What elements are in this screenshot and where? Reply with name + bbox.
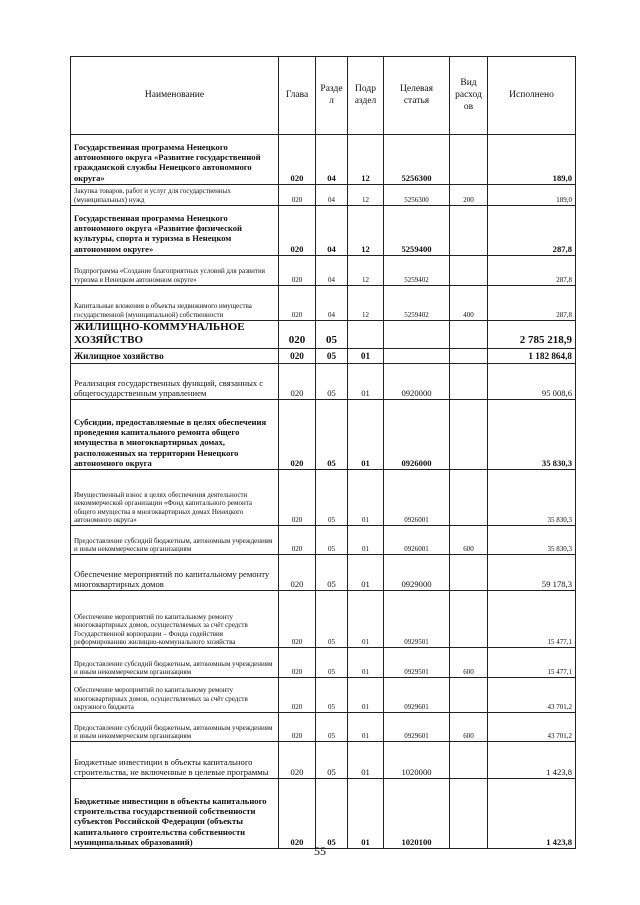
cell-name: ЖИЛИЩНО-КОММУНАЛЬНОЕ ХОЗЯЙСТВО	[71, 321, 279, 349]
cell-podrazdel: 01	[348, 591, 384, 648]
cell-amount: 287,8	[488, 286, 576, 321]
cell-glava: 020	[279, 286, 316, 321]
cell-glava: 020	[279, 135, 316, 185]
cell-amount: 35 830,3	[488, 400, 576, 470]
cell-vid: 200	[450, 185, 488, 206]
cell-podrazdel: 12	[348, 135, 384, 185]
cell-statya: 5259402	[384, 256, 450, 286]
cell-vid	[450, 555, 488, 591]
table-row	[71, 648, 576, 678]
cell-amount: 1 182 864,8	[488, 349, 576, 364]
header-ispolneno: Исполнено	[488, 57, 576, 135]
cell-name: Обеспечение мероприятий по капитальному ремонту многоквартирных домов	[71, 555, 279, 591]
cell-amount: 287,8	[488, 206, 576, 256]
cell-name: Имущественный взнос в целях обеспечения деятельности некоммерческой организации «Фонд капитального ремонта общего имущества в многоквартирных домах Ненецкого автономного округа»	[71, 470, 279, 526]
cell-statya: 1020000	[384, 742, 450, 779]
cell-vid	[450, 470, 488, 526]
cell-name: Обеспечение мероприятий по капитальному ремонту многоквартирных домов, осуществляемых за счёт средств окружного бюджета	[71, 678, 279, 713]
cell-amount: 189,0	[488, 185, 576, 206]
table-row	[71, 400, 576, 470]
header-razdel: Разде л	[316, 57, 348, 135]
cell-statya: 5256300	[384, 135, 450, 185]
table-row	[71, 321, 576, 349]
cell-statya	[384, 321, 450, 349]
cell-statya: 5256300	[384, 185, 450, 206]
cell-glava: 020	[279, 185, 316, 206]
cell-vid	[450, 779, 488, 849]
cell-vid	[450, 678, 488, 713]
cell-name: Капитальные вложения в объекты недвижимого имущества государственной (муниципальной) собственности	[71, 286, 279, 321]
header-statya: Целевая статья	[384, 57, 450, 135]
cell-podrazdel: 01	[348, 779, 384, 849]
cell-name: Реализация государственных функций, связанных с общегосударственным управлением	[71, 364, 279, 400]
cell-amount: 95 008,6	[488, 364, 576, 400]
cell-podrazdel: 01	[348, 526, 384, 555]
table-row	[71, 185, 576, 206]
cell-glava: 020	[279, 349, 316, 364]
cell-statya: 0929601	[384, 713, 450, 742]
cell-razdel: 05	[316, 591, 348, 648]
cell-podrazdel: 12	[348, 185, 384, 206]
table-row	[71, 591, 576, 648]
table-row	[71, 779, 576, 849]
cell-vid: 600	[450, 526, 488, 555]
cell-statya: 0929501	[384, 648, 450, 678]
table-row	[71, 555, 576, 591]
cell-razdel: 05	[316, 713, 348, 742]
cell-razdel: 05	[316, 526, 348, 555]
cell-statya: 0929501	[384, 591, 450, 648]
cell-vid	[450, 400, 488, 470]
cell-amount: 35 830,3	[488, 470, 576, 526]
table-row	[71, 526, 576, 555]
header-podrazdel: Подр аздел	[348, 57, 384, 135]
cell-statya: 1020100	[384, 779, 450, 849]
cell-amount: 15 477,1	[488, 591, 576, 648]
cell-glava: 020	[279, 742, 316, 779]
cell-amount: 43 701,2	[488, 713, 576, 742]
cell-glava: 020	[279, 591, 316, 648]
cell-name: Государственная программа Ненецкого автономного округа «Развитие государственной гражданской службы Ненецкого автономного округа»	[71, 135, 279, 185]
cell-name: Подпрограмма «Создание благоприятных условий для развития туризма в Ненецком автономном округе»	[71, 256, 279, 286]
cell-podrazdel: 01	[348, 349, 384, 364]
table-row	[71, 470, 576, 526]
cell-glava: 020	[279, 678, 316, 713]
cell-razdel: 05	[316, 470, 348, 526]
cell-razdel: 04	[316, 256, 348, 286]
cell-amount: 15 477,1	[488, 648, 576, 678]
cell-razdel: 04	[316, 206, 348, 256]
cell-vid: 600	[450, 648, 488, 678]
table-row	[71, 364, 576, 400]
cell-amount: 35 830,3	[488, 526, 576, 555]
header-row	[71, 57, 576, 135]
cell-razdel: 05	[316, 742, 348, 779]
table-row	[71, 742, 576, 779]
cell-statya	[384, 349, 450, 364]
cell-glava: 020	[279, 206, 316, 256]
budget-rows	[71, 135, 576, 849]
cell-vid	[450, 321, 488, 349]
cell-glava: 020	[279, 400, 316, 470]
table-row	[71, 206, 576, 256]
cell-amount: 189,0	[488, 135, 576, 185]
header-glava: Глава	[279, 57, 316, 135]
cell-razdel: 05	[316, 555, 348, 591]
header-name: Наименование	[71, 57, 279, 135]
page-number: 55	[314, 844, 326, 858]
cell-glava: 020	[279, 470, 316, 526]
cell-razdel: 05	[316, 678, 348, 713]
cell-glava: 020	[279, 256, 316, 286]
cell-razdel: 05	[316, 648, 348, 678]
budget-table	[70, 56, 576, 849]
cell-podrazdel: 01	[348, 400, 384, 470]
table-row	[71, 678, 576, 713]
cell-podrazdel: 01	[348, 555, 384, 591]
cell-glava: 020	[279, 648, 316, 678]
cell-name: Государственная программа Ненецкого автономного округа «Развитие физической культуры, спорта и туризма в Ненецком автономном округе»	[71, 206, 279, 256]
cell-amount: 287,8	[488, 256, 576, 286]
cell-podrazdel: 12	[348, 206, 384, 256]
cell-glava: 020	[279, 321, 316, 349]
cell-name: Закупка товаров, работ и услуг для государственных (муниципальных) нужд	[71, 185, 279, 206]
cell-razdel: 05	[316, 349, 348, 364]
cell-glava: 020	[279, 555, 316, 591]
cell-razdel: 04	[316, 135, 348, 185]
cell-podrazdel: 01	[348, 713, 384, 742]
cell-vid	[450, 349, 488, 364]
cell-statya: 0920000	[384, 364, 450, 400]
cell-razdel: 04	[316, 286, 348, 321]
cell-podrazdel: 12	[348, 286, 384, 321]
cell-glava: 020	[279, 713, 316, 742]
cell-statya: 0926001	[384, 470, 450, 526]
cell-statya: 0926001	[384, 526, 450, 555]
cell-podrazdel: 01	[348, 678, 384, 713]
cell-statya: 5259402	[384, 286, 450, 321]
cell-amount: 1 423,8	[488, 779, 576, 849]
cell-name: Жилищное хозяйство	[71, 349, 279, 364]
cell-amount: 2 785 218,9	[488, 321, 576, 349]
cell-name: Бюджетные инвестиции в объекты капитального строительства, не включенные в целевые программы	[71, 742, 279, 779]
cell-statya: 5259400	[384, 206, 450, 256]
cell-vid	[450, 256, 488, 286]
cell-podrazdel: 01	[348, 364, 384, 400]
cell-amount: 59 178,3	[488, 555, 576, 591]
cell-podrazdel: 01	[348, 470, 384, 526]
cell-vid	[450, 364, 488, 400]
cell-vid	[450, 135, 488, 185]
cell-amount: 43 701,2	[488, 678, 576, 713]
cell-glava: 020	[279, 364, 316, 400]
cell-razdel: 05	[316, 779, 348, 849]
table-row	[71, 135, 576, 185]
cell-statya: 0926000	[384, 400, 450, 470]
cell-podrazdel: 12	[348, 256, 384, 286]
header-vid: Вид расход ов	[450, 57, 488, 135]
cell-glava: 020	[279, 526, 316, 555]
table-row	[71, 713, 576, 742]
cell-vid: 400	[450, 286, 488, 321]
table-row	[71, 256, 576, 286]
cell-podrazdel: 01	[348, 742, 384, 779]
cell-razdel: 04	[316, 185, 348, 206]
cell-name: Предоставление субсидий бюджетным, автономным учреждениям и иным некоммерческим организациям	[71, 713, 279, 742]
cell-vid	[450, 206, 488, 256]
cell-razdel: 05	[316, 321, 348, 349]
cell-name: Бюджетные инвестиции в объекты капитального строительства государственной собственности субъектов Российской Федерации (объекты капитального строительства собственности муниципальных образований)	[71, 779, 279, 849]
table-row	[71, 286, 576, 321]
budget-sheet	[70, 56, 575, 849]
cell-vid	[450, 742, 488, 779]
cell-razdel: 05	[316, 400, 348, 470]
cell-statya: 0929000	[384, 555, 450, 591]
cell-podrazdel	[348, 321, 384, 349]
table-row	[71, 349, 576, 364]
cell-statya: 0929601	[384, 678, 450, 713]
cell-razdel: 05	[316, 364, 348, 400]
cell-name: Субсидии, предоставляемые в целях обеспечения проведения капитального ремонта общего имущества в многоквартирных домах, расположенных на территории Ненецкого автономного округа	[71, 400, 279, 470]
cell-glava: 020	[279, 779, 316, 849]
cell-name: Предоставление субсидий бюджетным, автономным учреждениям и иным некоммерческим организациям	[71, 648, 279, 678]
cell-amount: 1 423,8	[488, 742, 576, 779]
cell-podrazdel: 01	[348, 648, 384, 678]
cell-name: Обеспечение мероприятий по капитальному ремонту многоквартирных домов, осуществляемых за счёт средств Государственной корпорации – Фонда содействия реформированию жилищно-коммунального хозяйства	[71, 591, 279, 648]
cell-name: Предоставление субсидий бюджетным, автономным учреждениям и иным некоммерческим организациям	[71, 526, 279, 555]
cell-vid: 600	[450, 713, 488, 742]
cell-vid	[450, 591, 488, 648]
